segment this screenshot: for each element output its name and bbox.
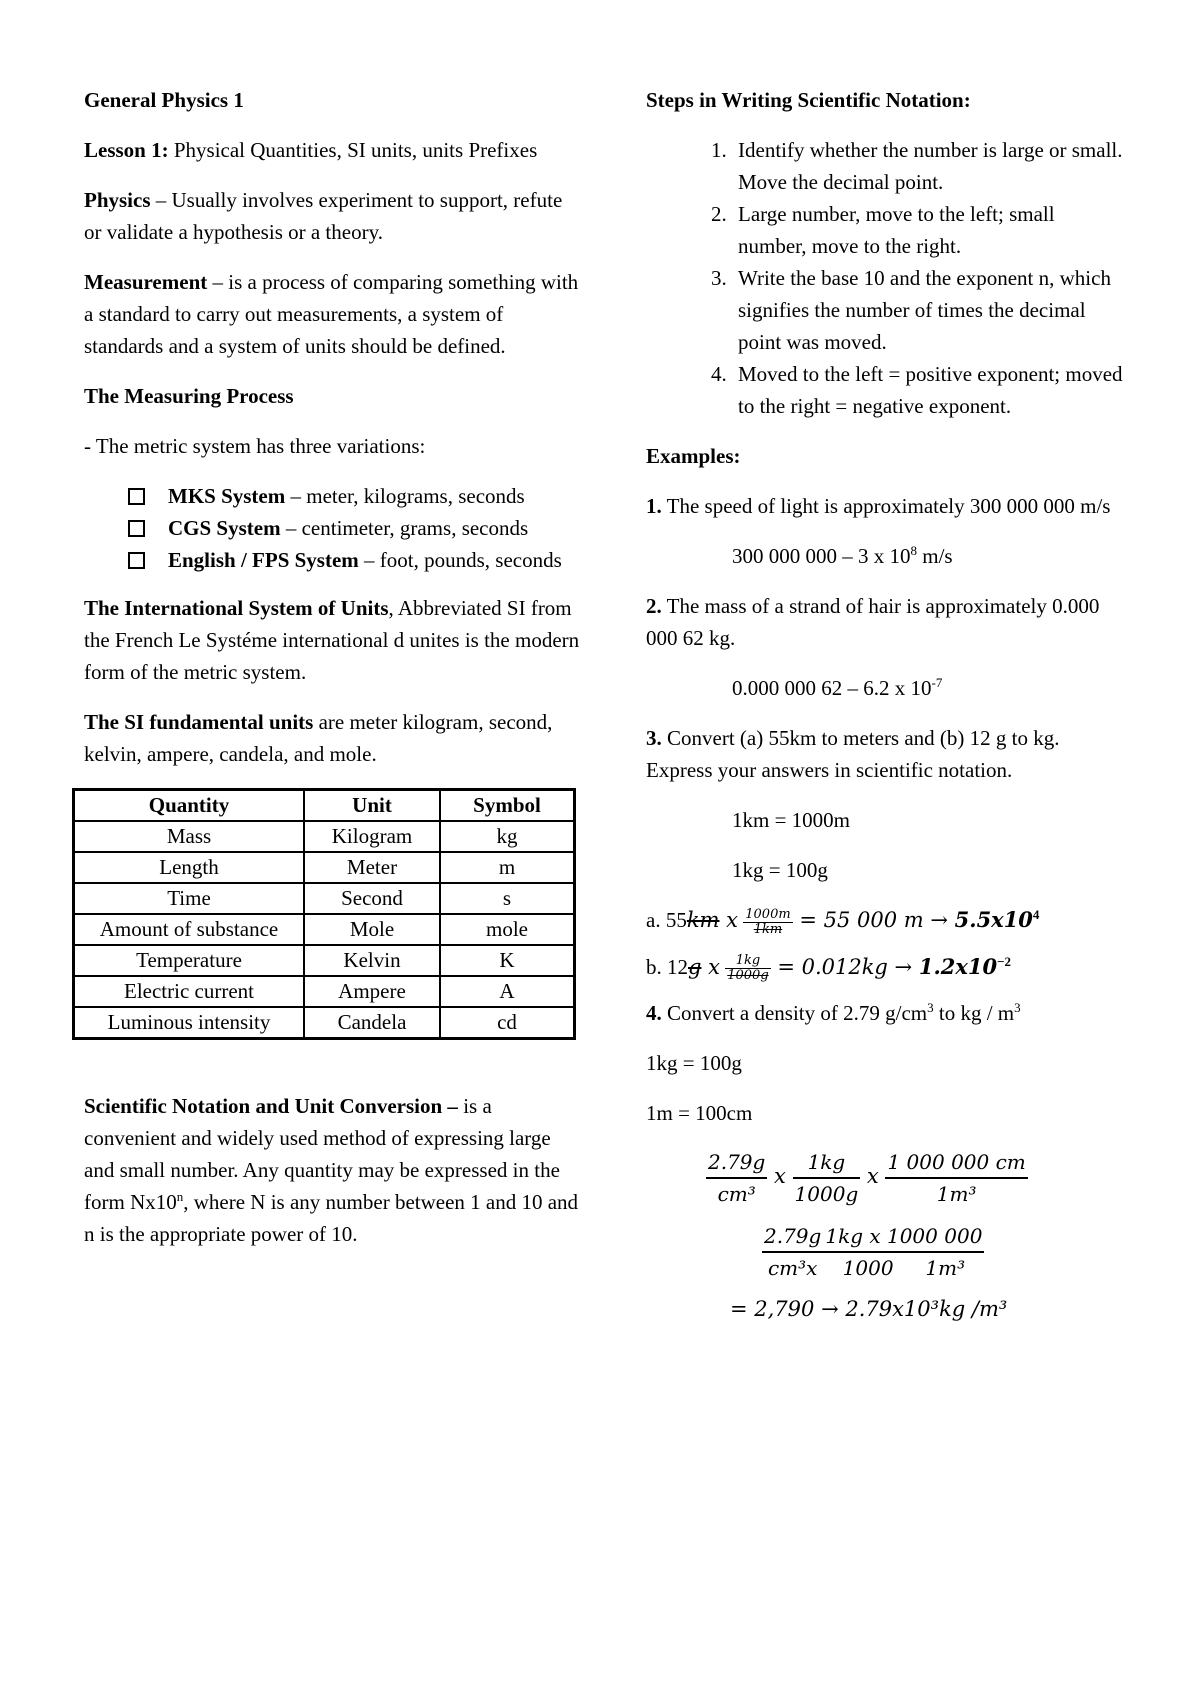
document-title: General Physics 1	[84, 88, 244, 112]
metric-intro: - The metric system has three variations:	[84, 434, 426, 458]
table-header: Quantity	[74, 790, 305, 822]
example-2: 2. The mass of a strand of hair is approximately 0.000 000 62 kg.	[646, 594, 1100, 650]
table-row: Length Meter m	[74, 852, 575, 883]
right-column	[646, 84, 1126, 1343]
left-column	[84, 84, 584, 1268]
physics-term: Physics	[84, 188, 151, 212]
equation-kg: 1kg = 100g	[732, 858, 828, 882]
examples-heading: Examples:	[646, 444, 741, 468]
example-2-calc: 0.000 000 62 – 6.2 x $10^{-7}$	[732, 675, 943, 700]
conversion-line-2: $\frac{2.79g}{\text{cm³x}}$ $\frac{\text{1kg x 1000 000}}{\text{1000 1m³}}$	[646, 1221, 1126, 1283]
example-1: 1. The speed of light is approximately 300 000 000 m/s	[646, 494, 1111, 518]
list-item: 2. Large number, move to the left; small number, move to the right.	[732, 198, 1126, 262]
table-header: Unit	[304, 790, 440, 822]
physics-definition: Physics – Usually involves experiment to support, refute or validate a hypothesis or a theory.	[84, 188, 563, 244]
system-list	[84, 480, 584, 576]
conversion-line-1: $\frac{2.79g}{\text{cm³}}$ x $\frac{1kg}{1000g}$ x $\frac{1 000 000 cm}{\text{1m³}}$	[646, 1147, 1126, 1209]
list-item: 3. Write the base 10 and the exponent n, which signifies the number of times the decimal point was moved.	[732, 262, 1126, 358]
list-item: CGS System – centimeter, grams, seconds	[128, 512, 584, 544]
example-1-calc: 300 000 000 – 3 x $10^8$ m/s	[732, 543, 953, 568]
table-row: Time Second s	[74, 883, 575, 914]
table-row: Luminous intensity Candela cd	[74, 1007, 575, 1039]
list-item: MKS System – meter, kilograms, seconds	[128, 480, 584, 512]
example-3a: a. 55km x $\frac{1000m}{1km}$ = 55 000 $m \to 5.5x10^4$	[646, 906, 1040, 937]
si-units-table	[72, 788, 576, 1040]
table-header: Symbol	[440, 790, 575, 822]
equation-m: 1m = 100cm	[646, 1101, 753, 1126]
list-item: 4. Moved to the left = positive exponent; moved to the right = negative exponent.	[732, 358, 1126, 422]
table-row: Temperature Kelvin K	[74, 945, 575, 976]
lesson-label: Lesson 1:	[84, 138, 169, 162]
list-item: 1. Identify whether the number is large or small. Move the decimal point.	[732, 134, 1126, 198]
table-row: Mass Kilogram kg	[74, 821, 575, 852]
table-header-row	[74, 790, 575, 822]
example-4: 4. Convert a density of 2.79 $g/cm^3$ to kg / $m^3$	[646, 1000, 1021, 1026]
table-row: Amount of substance Mole mole	[74, 914, 575, 945]
equation-km: 1km = 1000m	[732, 808, 851, 832]
lesson-line	[84, 134, 584, 166]
steps-heading: Steps in Writing Scientific Notation:	[646, 88, 971, 112]
intl-system-definition: The International System of Units, Abbreviated SI from the French Le Systéme international d unites is the modern form of the metric system.	[84, 596, 580, 684]
equation-kg-2: 1kg = 100g	[646, 1051, 742, 1076]
table-row: Electric current Ampere A	[74, 976, 575, 1007]
example-3: 3. Convert (a) 55km to meters and (b) 12 g to kg. Express your answers in scientific notation.	[646, 726, 1060, 782]
checkbox-icon	[128, 520, 145, 537]
si-units-definition: The SI fundamental units are meter kilogram, second, kelvin, ampere, candela, and mole.	[84, 710, 553, 766]
example-3b: b. 12g x $\frac{1kg}{1000g}$ = $0.012kg \to 1.2x10^{-2}$	[646, 953, 1012, 984]
scientific-notation-definition: Scientific Notation and Unit Conversion – is a convenient and widely used method of expressing large and small number. Any quantity may be expressed in the form Nx10$^n$, where N is any number between 1 and 10 and n is the appropriate power of 10.	[84, 1094, 579, 1246]
checkbox-icon	[128, 552, 145, 569]
measurement-definition: Measurement – is a process of comparing something with a standard to carry out measurements, a system of standards and a system of units should be defined.	[84, 270, 579, 358]
measuring-heading: The Measuring Process	[84, 384, 294, 408]
lesson-text: Physical Quantities, SI units, units Prefixes	[168, 138, 538, 162]
final-result: = 2,790 → 2.79x10³kg /m³	[730, 1297, 1008, 1322]
steps-list	[646, 134, 1126, 422]
list-item: English / FPS System – foot, pounds, seconds	[128, 544, 584, 576]
checkbox-icon	[128, 488, 145, 505]
measurement-term: Measurement	[84, 270, 208, 294]
